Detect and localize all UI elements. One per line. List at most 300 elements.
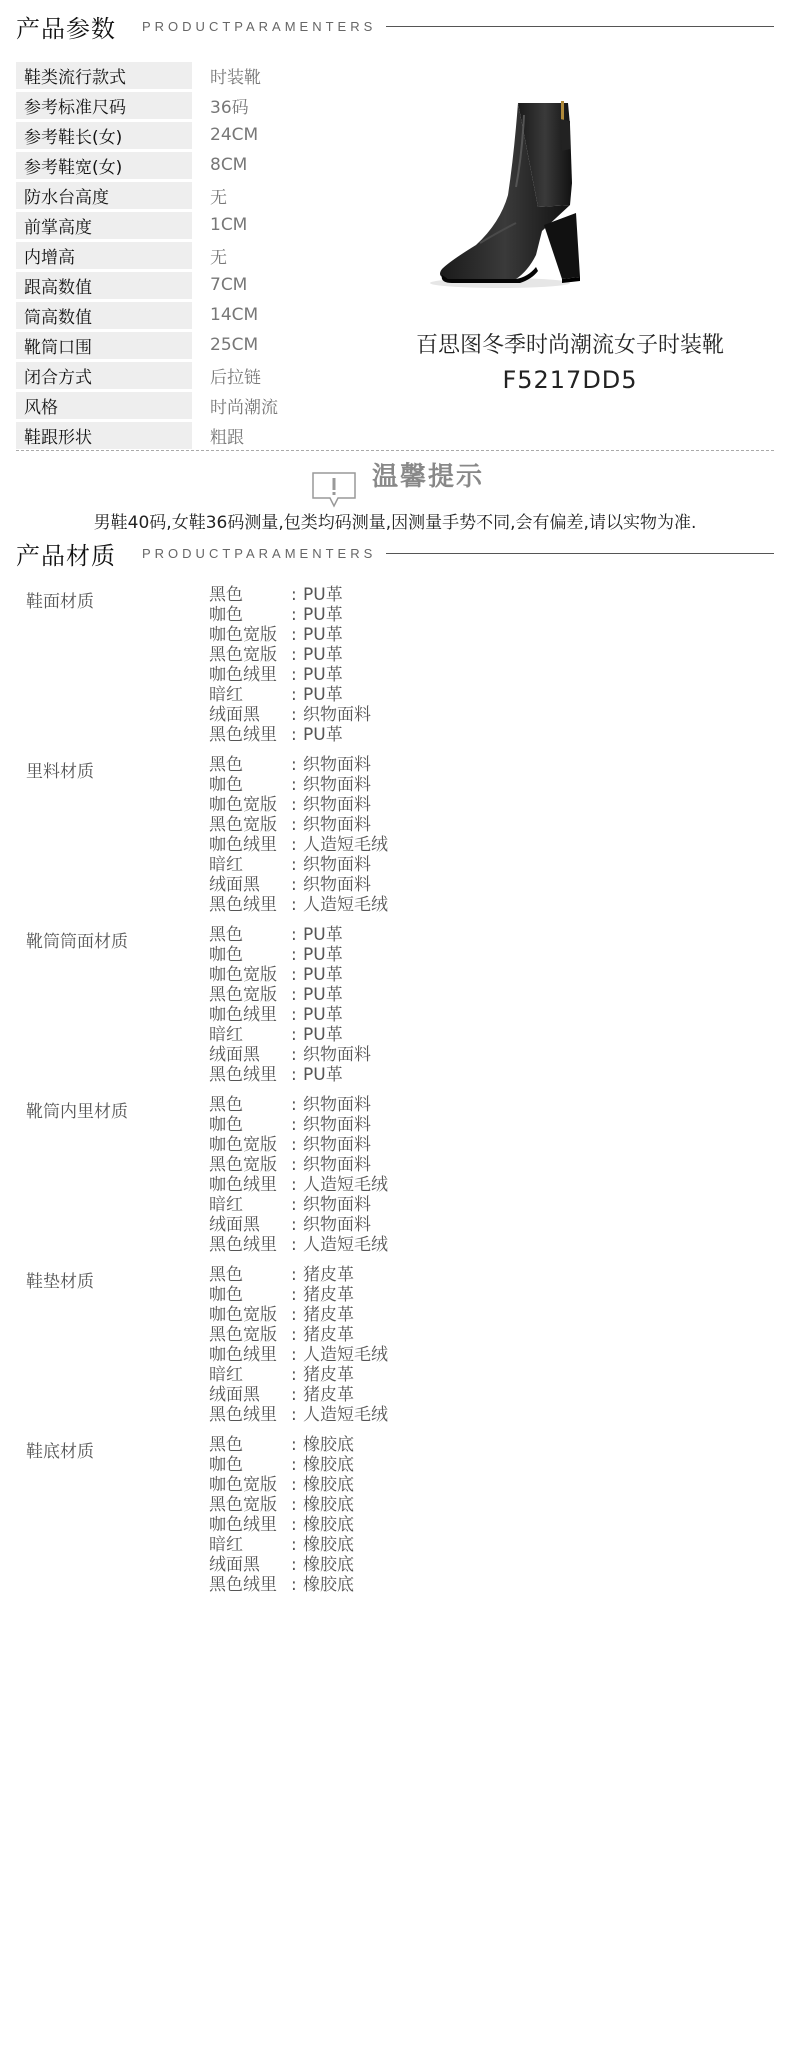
material-lines (209, 1095, 388, 1265)
material-color-name: 黑色 (209, 1435, 243, 1455)
material-line (209, 1555, 354, 1575)
material-separator: : (291, 1065, 297, 1085)
material-color-cell (209, 585, 291, 605)
material-separator: : (291, 1285, 297, 1305)
material-color-name: 绒面黑 (209, 875, 260, 895)
material-separator: : (291, 1435, 297, 1455)
param-row (16, 360, 306, 390)
material-color-cell (209, 1215, 291, 1235)
material-color-name: 黑色绒里 (209, 1405, 277, 1425)
material-separator: : (291, 1405, 297, 1425)
material-color-cell (209, 1365, 291, 1385)
param-row (16, 120, 306, 150)
material-group-label: 鞋面材质 (26, 592, 94, 612)
material-separator: : (291, 705, 297, 725)
material-color-name: 暗红 (209, 685, 243, 705)
material-line (209, 665, 371, 685)
material-line (209, 705, 371, 725)
material-value: PU革 (303, 685, 343, 705)
param-label: 鞋类流行款式 (16, 62, 192, 89)
material-separator: : (291, 645, 297, 665)
material-separator: : (291, 925, 297, 945)
material-line (209, 1495, 354, 1515)
material-color-cell (209, 1265, 291, 1285)
product-boot-image (420, 95, 600, 295)
material-line (209, 1405, 388, 1425)
material-group (16, 1435, 616, 1605)
param-row (16, 60, 306, 90)
material-color-cell (209, 1005, 291, 1025)
material-separator: : (291, 1535, 297, 1555)
material-separator: : (291, 605, 297, 625)
material-color-name: 黑色 (209, 925, 243, 945)
material-value: PU革 (303, 645, 343, 665)
material-color-name: 咖色宽版 (209, 965, 277, 985)
material-line (209, 895, 388, 915)
material-value: 织物面料 (303, 1215, 371, 1235)
material-line (209, 1195, 388, 1215)
material-color-name: 咖色 (209, 775, 243, 795)
material-separator: : (291, 685, 297, 705)
material-lines (209, 1265, 388, 1435)
material-value: 织物面料 (303, 775, 371, 795)
material-value: 猪皮革 (303, 1365, 354, 1385)
material-color-name: 黑色宽版 (209, 1155, 277, 1175)
param-value: 时尚潮流 (210, 397, 278, 418)
material-value: 猪皮革 (303, 1325, 354, 1345)
param-row (16, 300, 306, 330)
material-value: PU革 (303, 1025, 343, 1045)
material-separator: : (291, 1305, 297, 1325)
material-color-name: 咖色绒里 (209, 1515, 277, 1535)
material-color-cell (209, 925, 291, 945)
material-value: 人造短毛绒 (303, 1235, 388, 1255)
materials-list (16, 585, 616, 1605)
material-value: 人造短毛绒 (303, 835, 388, 855)
material-color-name: 暗红 (209, 1535, 243, 1555)
param-label: 跟高数值 (16, 272, 192, 299)
material-line (209, 1325, 388, 1345)
material-color-name: 咖色绒里 (209, 835, 277, 855)
material-color-cell (209, 665, 291, 685)
material-separator: : (291, 1215, 297, 1235)
material-line (209, 625, 371, 645)
material-color-cell (209, 1285, 291, 1305)
material-line (209, 725, 371, 745)
material-value: 织物面料 (303, 795, 371, 815)
param-row (16, 270, 306, 300)
material-line (209, 1535, 354, 1555)
material-value: 橡胶底 (303, 1435, 354, 1455)
material-color-name: 咖色绒里 (209, 665, 277, 685)
material-lines (209, 1435, 354, 1605)
material-separator: : (291, 815, 297, 835)
product-name: 百思图冬季时尚潮流女子时装靴 (415, 333, 724, 358)
material-line (209, 1155, 388, 1175)
material-value: PU革 (303, 1065, 343, 1085)
param-label: 内增高 (16, 242, 192, 269)
param-row (16, 420, 306, 450)
material-color-name: 咖色 (209, 605, 243, 625)
material-separator: : (291, 665, 297, 685)
material-line (209, 1305, 388, 1325)
param-value: 36码 (210, 97, 249, 118)
material-color-cell (209, 1325, 291, 1345)
material-group (16, 755, 616, 925)
material-line (209, 1045, 371, 1065)
material-value: 织物面料 (303, 1155, 371, 1175)
material-group-label: 靴筒筒面材质 (26, 932, 128, 952)
material-line (209, 775, 388, 795)
material-color-cell (209, 945, 291, 965)
material-line (209, 1115, 388, 1135)
material-color-cell (209, 685, 291, 705)
material-value: PU革 (303, 585, 343, 605)
param-label: 参考鞋长(女) (16, 122, 192, 149)
material-color-name: 暗红 (209, 1025, 243, 1045)
material-line (209, 1455, 354, 1475)
material-line (209, 1065, 371, 1085)
material-lines (209, 755, 388, 925)
material-separator: : (291, 1365, 297, 1385)
material-value: 猪皮革 (303, 1285, 354, 1305)
material-separator: : (291, 725, 297, 745)
material-color-name: 黑色宽版 (209, 815, 277, 835)
material-value: PU革 (303, 625, 343, 645)
material-lines (209, 585, 371, 755)
notice-text: 男鞋40码,女鞋36码测量,包类均码测量,因测量手势不同,会有偏差,请以实物为准. (93, 513, 697, 533)
material-line (209, 1135, 388, 1155)
material-color-cell (209, 1155, 291, 1175)
material-color-cell (209, 645, 291, 665)
material-color-cell (209, 1045, 291, 1065)
material-color-name: 黑色绒里 (209, 725, 277, 745)
material-color-cell (209, 795, 291, 815)
material-separator: : (291, 835, 297, 855)
material-color-cell (209, 1195, 291, 1215)
material-separator: : (291, 1195, 297, 1215)
material-color-cell (209, 1385, 291, 1405)
material-value: 橡胶底 (303, 1555, 354, 1575)
material-separator: : (291, 1135, 297, 1155)
material-color-cell (209, 1345, 291, 1365)
material-color-cell (209, 775, 291, 795)
material-value: 织物面料 (303, 705, 371, 725)
material-separator: : (291, 795, 297, 815)
material-color-cell (209, 1095, 291, 1115)
material-value: PU革 (303, 725, 343, 745)
material-separator: : (291, 1455, 297, 1475)
param-label: 参考标准尺码 (16, 92, 192, 119)
param-value: 后拉链 (210, 367, 261, 388)
material-line (209, 985, 371, 1005)
material-value: 织物面料 (303, 1045, 371, 1065)
material-separator: : (291, 895, 297, 915)
material-color-name: 咖色 (209, 1115, 243, 1135)
param-value: 7CM (210, 275, 248, 295)
material-line (209, 965, 371, 985)
param-label: 鞋跟形状 (16, 422, 192, 449)
material-color-name: 暗红 (209, 1365, 243, 1385)
material-separator: : (291, 755, 297, 775)
material-line (209, 755, 388, 775)
material-color-cell (209, 1435, 291, 1455)
material-color-name: 咖色绒里 (209, 1005, 277, 1025)
material-line (209, 1235, 388, 1255)
materials-section-title: 产品材质 (16, 541, 116, 570)
material-color-cell (209, 855, 291, 875)
materials-section-subtitle: PRODUCTPARAMENTERS (142, 545, 377, 561)
material-value: PU革 (303, 1005, 343, 1025)
material-color-name: 绒面黑 (209, 1215, 260, 1235)
material-line (209, 1025, 371, 1045)
material-separator: : (291, 1045, 297, 1065)
params-table (16, 60, 306, 450)
param-value: 粗跟 (210, 427, 244, 448)
param-value: 时装靴 (210, 67, 261, 88)
material-separator: : (291, 1555, 297, 1575)
material-line (209, 1215, 388, 1235)
material-line (209, 1285, 388, 1305)
material-color-cell (209, 1535, 291, 1555)
material-value: PU革 (303, 985, 343, 1005)
material-color-cell (209, 705, 291, 725)
material-line (209, 945, 371, 965)
material-line (209, 1345, 388, 1365)
material-color-name: 绒面黑 (209, 1045, 260, 1065)
param-value: 24CM (210, 125, 259, 145)
material-value: 织物面料 (303, 815, 371, 835)
material-value: 织物面料 (303, 855, 371, 875)
material-value: 橡胶底 (303, 1575, 354, 1595)
material-line (209, 925, 371, 945)
material-color-name: 咖色宽版 (209, 795, 277, 815)
params-section-title: 产品参数 (16, 14, 116, 43)
material-separator: : (291, 1495, 297, 1515)
material-line (209, 645, 371, 665)
material-color-name: 黑色 (209, 755, 243, 775)
param-row (16, 240, 306, 270)
material-value: 橡胶底 (303, 1535, 354, 1555)
param-value: 无 (210, 187, 227, 208)
material-value: 橡胶底 (303, 1475, 354, 1495)
material-line (209, 795, 388, 815)
material-line (209, 1385, 388, 1405)
material-color-name: 咖色 (209, 1285, 243, 1305)
material-value: 人造短毛绒 (303, 1175, 388, 1195)
material-color-name: 黑色绒里 (209, 1575, 277, 1595)
material-line (209, 685, 371, 705)
material-color-name: 黑色宽版 (209, 645, 277, 665)
material-line (209, 815, 388, 835)
material-value: PU革 (303, 945, 343, 965)
param-value: 无 (210, 247, 227, 268)
material-separator: : (291, 625, 297, 645)
material-value: 织物面料 (303, 875, 371, 895)
material-value: PU革 (303, 665, 343, 685)
material-value: 织物面料 (303, 755, 371, 775)
material-line (209, 585, 371, 605)
material-value: 橡胶底 (303, 1455, 354, 1475)
material-separator: : (291, 1095, 297, 1115)
material-separator: : (291, 585, 297, 605)
material-value: PU革 (303, 605, 343, 625)
param-row (16, 90, 306, 120)
material-group-label: 鞋垫材质 (26, 1272, 94, 1292)
material-color-name: 黑色绒里 (209, 895, 277, 915)
material-color-cell (209, 1115, 291, 1135)
material-value: 织物面料 (303, 1095, 371, 1115)
material-separator: : (291, 1005, 297, 1025)
material-group (16, 585, 616, 755)
material-color-cell (209, 1455, 291, 1475)
material-color-cell (209, 1515, 291, 1535)
material-color-cell (209, 1405, 291, 1425)
material-line (209, 1095, 388, 1115)
param-value: 25CM (210, 335, 259, 355)
material-group (16, 925, 616, 1095)
material-color-cell (209, 1495, 291, 1515)
material-color-name: 黑色绒里 (209, 1065, 277, 1085)
material-value: 橡胶底 (303, 1495, 354, 1515)
material-color-cell (209, 1555, 291, 1575)
material-separator: : (291, 1235, 297, 1255)
param-value: 8CM (210, 155, 248, 175)
material-color-name: 咖色宽版 (209, 625, 277, 645)
material-separator: : (291, 1475, 297, 1495)
material-separator: : (291, 855, 297, 875)
material-color-name: 黑色宽版 (209, 1495, 277, 1515)
material-value: PU革 (303, 925, 343, 945)
material-color-cell (209, 1475, 291, 1495)
material-value: 猪皮革 (303, 1305, 354, 1325)
param-label: 风格 (16, 392, 192, 419)
material-separator: : (291, 1325, 297, 1345)
notice-speech-bubble-icon (310, 470, 358, 510)
material-separator: : (291, 1115, 297, 1135)
material-color-name: 咖色 (209, 1455, 243, 1475)
param-row (16, 150, 306, 180)
material-color-cell (209, 815, 291, 835)
param-value: 14CM (210, 305, 259, 325)
material-value: 橡胶底 (303, 1515, 354, 1535)
material-line (209, 605, 371, 625)
material-color-name: 绒面黑 (209, 705, 260, 725)
material-line (209, 1365, 388, 1385)
material-separator: : (291, 775, 297, 795)
material-color-name: 黑色 (209, 1265, 243, 1285)
material-color-name: 黑色 (209, 1095, 243, 1115)
material-color-cell (209, 965, 291, 985)
dashed-divider (16, 450, 774, 451)
material-line (209, 1265, 388, 1285)
material-color-name: 咖色宽版 (209, 1135, 277, 1155)
material-color-cell (209, 985, 291, 1005)
param-row (16, 330, 306, 360)
material-line (209, 1435, 354, 1455)
material-value: 猪皮革 (303, 1265, 354, 1285)
material-separator: : (291, 1025, 297, 1045)
material-color-name: 暗红 (209, 1195, 243, 1215)
material-color-cell (209, 1135, 291, 1155)
material-separator: : (291, 1385, 297, 1405)
material-color-cell (209, 1065, 291, 1085)
material-group-label: 里料材质 (26, 762, 94, 782)
material-line (209, 1475, 354, 1495)
params-section-subtitle: PRODUCTPARAMENTERS (142, 18, 377, 34)
material-color-name: 绒面黑 (209, 1385, 260, 1405)
material-color-name: 黑色 (209, 585, 243, 605)
material-color-name: 咖色绒里 (209, 1175, 277, 1195)
param-label: 防水台高度 (16, 182, 192, 209)
material-color-cell (209, 605, 291, 625)
material-color-name: 咖色宽版 (209, 1475, 277, 1495)
material-separator: : (291, 1175, 297, 1195)
material-lines (209, 925, 371, 1095)
material-color-name: 黑色宽版 (209, 1325, 277, 1345)
param-value: 1CM (210, 215, 248, 235)
material-color-cell (209, 1575, 291, 1595)
material-separator: : (291, 1345, 297, 1365)
material-color-cell (209, 625, 291, 645)
material-color-name: 咖色宽版 (209, 1305, 277, 1325)
material-separator: : (291, 1155, 297, 1175)
product-code: F5217DD5 (502, 366, 638, 394)
material-value: 织物面料 (303, 1135, 371, 1155)
material-line (209, 1575, 354, 1595)
material-color-cell (209, 1235, 291, 1255)
material-separator: : (291, 1515, 297, 1535)
materials-section-header (16, 536, 774, 570)
param-row (16, 180, 306, 210)
material-line (209, 835, 388, 855)
material-line (209, 855, 388, 875)
material-group-label: 鞋底材质 (26, 1442, 94, 1462)
material-separator: : (291, 1265, 297, 1285)
param-label: 前掌高度 (16, 212, 192, 239)
header-rule (386, 26, 774, 27)
material-value: PU革 (303, 965, 343, 985)
material-line (209, 1515, 354, 1535)
header-rule (386, 553, 774, 554)
material-color-name: 咖色 (209, 945, 243, 965)
material-line (209, 875, 388, 895)
material-color-name: 黑色宽版 (209, 985, 277, 1005)
material-color-cell (209, 1305, 291, 1325)
material-color-name: 暗红 (209, 855, 243, 875)
param-label: 靴筒口围 (16, 332, 192, 359)
material-color-cell (209, 875, 291, 895)
material-group (16, 1265, 616, 1435)
material-value: 织物面料 (303, 1195, 371, 1215)
material-separator: : (291, 965, 297, 985)
material-value: 人造短毛绒 (303, 895, 388, 915)
material-value: 人造短毛绒 (303, 1345, 388, 1365)
param-label: 闭合方式 (16, 362, 192, 389)
material-line (209, 1005, 371, 1025)
material-color-name: 绒面黑 (209, 1555, 260, 1575)
material-separator: : (291, 1575, 297, 1595)
material-value: 人造短毛绒 (303, 1405, 388, 1425)
material-line (209, 1175, 388, 1195)
param-row (16, 210, 306, 240)
material-separator: : (291, 945, 297, 965)
material-color-name: 黑色绒里 (209, 1235, 277, 1255)
params-section-header (16, 9, 774, 43)
material-color-cell (209, 895, 291, 915)
param-row (16, 390, 306, 420)
material-color-name: 咖色绒里 (209, 1345, 277, 1365)
